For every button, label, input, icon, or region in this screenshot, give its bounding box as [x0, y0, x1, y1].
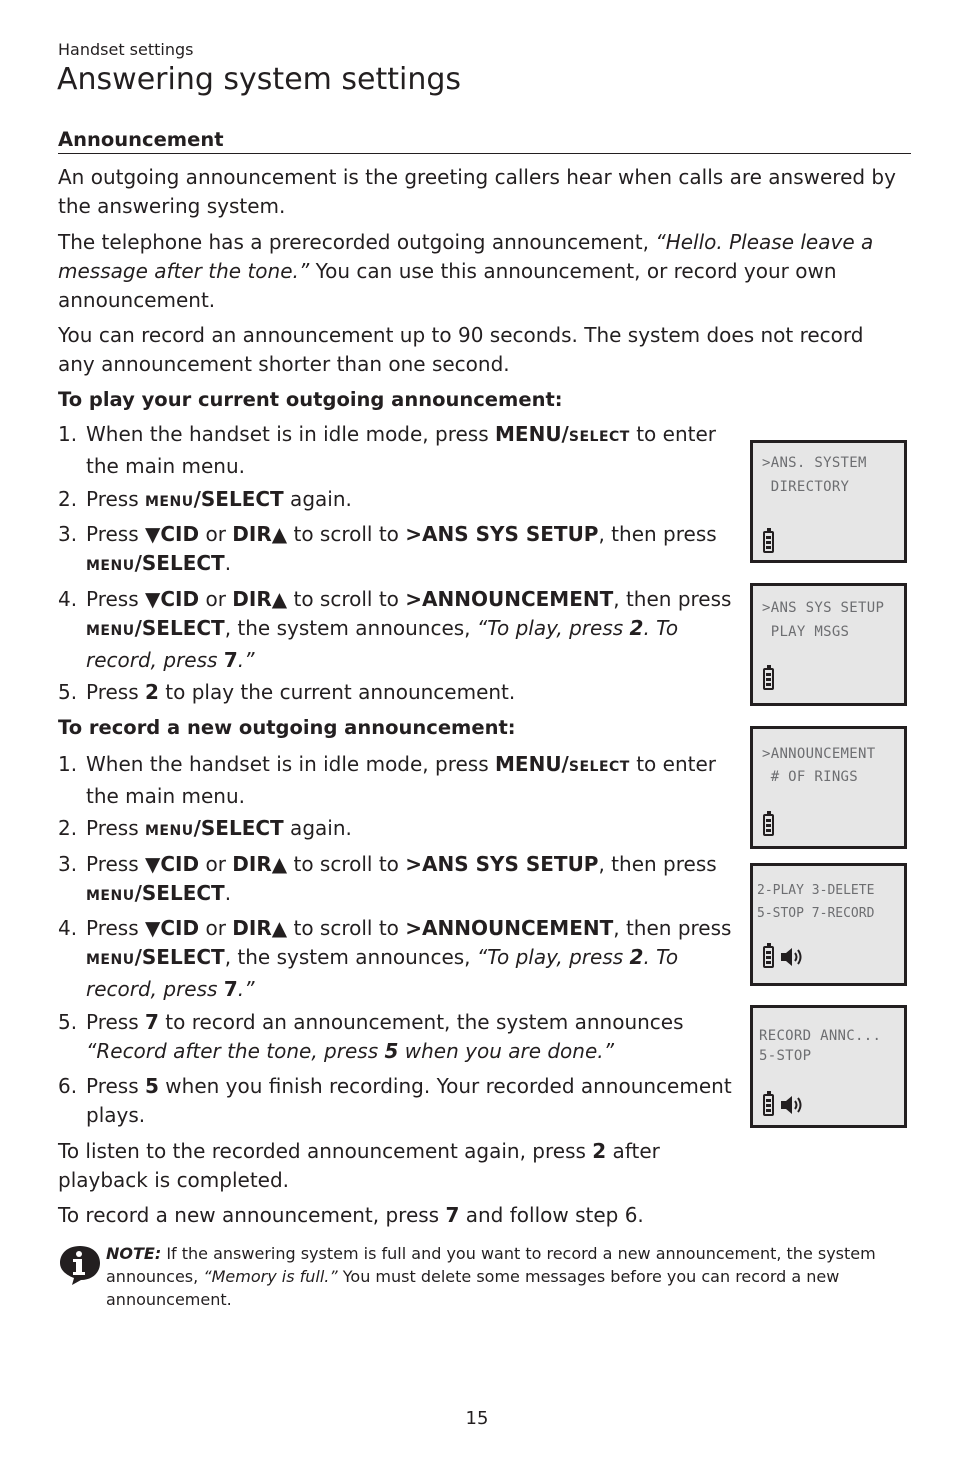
record-step-5: 5. Press 7 to record an announcement, the system announces “Record after the tone, press 5 when you are done.”	[58, 1010, 684, 1063]
record-step-6: 6. Press 5 when you finish recording. Your recorded announcement plays.	[58, 1074, 732, 1127]
intro-paragraph: An outgoing announcement is the greeting callers hear when calls are answered by the answering system.	[58, 165, 896, 218]
lcd-screen-play-options	[750, 863, 907, 986]
battery-icon	[763, 531, 774, 553]
listen-again-paragraph: To listen to the recorded announcement again, press 2 after playback is completed.	[58, 1139, 660, 1192]
speaker-icon	[779, 1094, 805, 1116]
record-heading: To record a new outgoing announcement:	[58, 716, 516, 739]
lcd-line: PLAY MSGS	[762, 624, 850, 640]
page-number: 15	[465, 1408, 489, 1429]
play-step-3: 3. Press ▼CID or DIR▲ to scroll to >ANS SYS SETUP, then press MENU/SELECT.	[58, 522, 717, 575]
lcd-line: >ANS. SYSTEM	[762, 455, 867, 471]
lcd-screen-record-annc	[750, 1005, 907, 1128]
lcd-screen-announcement	[750, 726, 907, 849]
record-step-4: 4. Press ▼CID or DIR▲ to scroll to >ANNOUNCEMENT, then press MENU/SELECT, the system announces, “To play, press 2. To record, press 7.”	[58, 916, 732, 1001]
play-step-5: 5. Press 2 to play the current announcement.	[58, 680, 516, 704]
info-icon	[58, 1244, 102, 1286]
lcd-line: >ANS SYS SETUP	[762, 600, 885, 616]
speaker-icon	[779, 946, 805, 968]
note-text: NOTE: If the answering system is full and you want to record a new announcement, the system announces, “Memory is full.” You must delete some messages before you can record a new announcement.	[106, 1244, 876, 1309]
lcd-line: DIRECTORY	[762, 479, 850, 495]
play-heading: To play your current outgoing announcement:	[58, 388, 563, 411]
play-step-2: 2. Press MENU/SELECT again.	[58, 487, 352, 511]
record-step-1: 1. When the handset is in idle mode, press MENU/SELECT to enter the main menu.	[58, 752, 716, 808]
battery-icon	[763, 814, 774, 836]
record-step-2: 2. Press MENU/SELECT again.	[58, 816, 352, 840]
battery-icon	[763, 946, 774, 968]
battery-icon	[763, 668, 774, 690]
lcd-line: 5-STOP 7-RECORD	[757, 906, 875, 921]
lcd-screen-ans-sys-setup	[750, 583, 907, 706]
record-new-paragraph: To record a new announcement, press 7 and follow step 6.	[58, 1203, 644, 1227]
play-step-4: 4. Press ▼CID or DIR▲ to scroll to >ANNOUNCEMENT, then press MENU/SELECT, the system announces, “To play, press 2. To record, press 7.”	[58, 587, 732, 672]
lcd-line: >ANNOUNCEMENT	[762, 746, 876, 762]
record-step-3: 3. Press ▼CID or DIR▲ to scroll to >ANS SYS SETUP, then press MENU/SELECT.	[58, 852, 717, 905]
lcd-line: 2-PLAY 3-DELETE	[757, 883, 875, 898]
section-heading: Announcement	[58, 128, 911, 154]
battery-icon	[763, 1094, 774, 1116]
lcd-line: 5-STOP	[759, 1048, 812, 1064]
page-title: Answering system settings	[57, 62, 462, 97]
play-step-1: 1. When the handset is in idle mode, press MENU/SELECT to enter the main menu.	[58, 422, 716, 478]
lcd-line: RECORD ANNC...	[759, 1028, 882, 1044]
running-header: Handset settings	[58, 40, 194, 59]
duration-paragraph: You can record an announcement up to 90 seconds. The system does not record any announcement shorter than one second.	[58, 323, 864, 376]
lcd-screen-ans-system	[750, 440, 907, 563]
lcd-line: # OF RINGS	[762, 769, 859, 785]
prerecorded-paragraph: The telephone has a prerecorded outgoing announcement, “Hello. Please leave a message after the tone.” You can use this announcement, or record your own announcement.	[58, 230, 874, 312]
